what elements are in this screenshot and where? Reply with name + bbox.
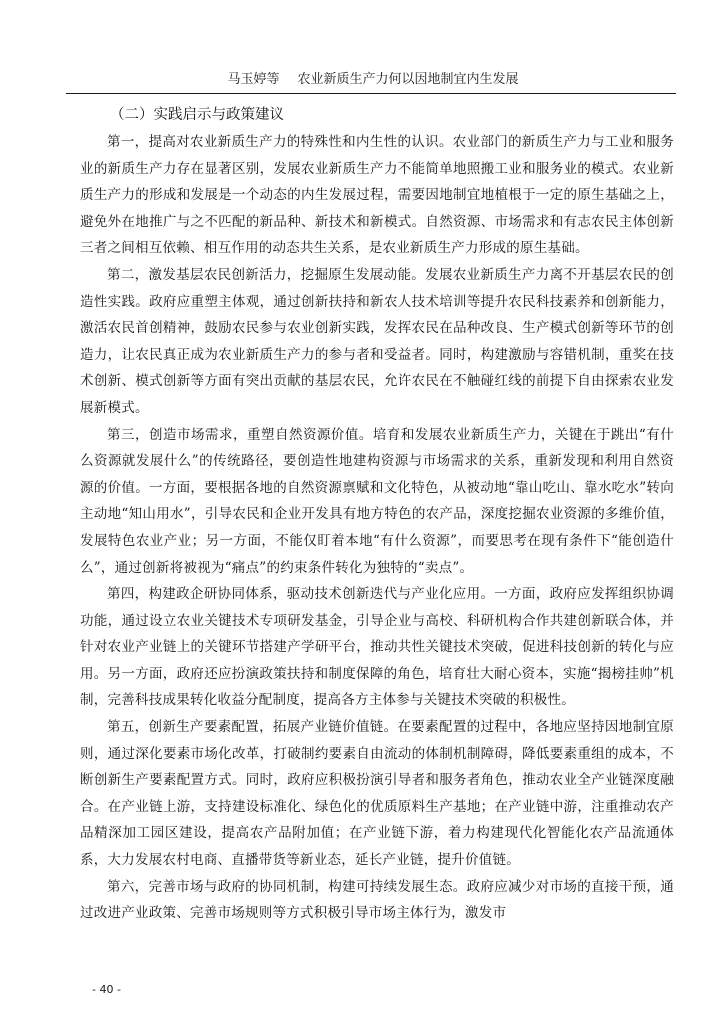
header-authors: 马玉婷等 xyxy=(227,72,280,87)
paragraph-3: 第三，创造市场需求，重塑自然资源价值。培育和发展农业新质生产力，关键在于跳出“有什么资源就发展什么”的传统路径，要创造性地建构资源与市场需求的关系，重新发现和利用自然资源的价值。一方面，要根据各地的自然资源禀赋和文化特色，从被动地“靠山吃山、靠水吃水”转向主动地“知山用水”，引导农民和企业开发具有地方特色的农产品，深度挖掘农业资源的多维价值，发展特色农业产业；另一方面，不能仅盯着本地“有什么资源”，而要思考在现有条件下“能创造什么”，通过创新将被视为“痛点”的约束条件转化为独特的“卖点”。 xyxy=(80,426,674,576)
paragraph-2: 第二，激发基层农民创新活力，挖掘原生发展动能。发展农业新质生产力离不开基层农民的创造性实践。政府应重塑主体观，通过创新扶持和新农人技术培训等提升农民科技素养和创新能力，激活农民首创精神，鼓励农民参与农业创新实践，发挥农民在品种改良、生产模式创新等环节的创造力，让农民真正成为农业新质生产力的参与者和受益者。同时，构建激励与容错机制，重奖在技术创新、模式创新等方面有突出贡献的基层农民，允许农民在不触碰红线的前提下自由探索农业发展新模式。 xyxy=(80,266,674,416)
paragraph-4: 第四，构建政企研协同体系，驱动技术创新迭代与产业化应用。一方面，政府应发挥组织协调功能，通过设立农业关键技术专项研发基金，引导企业与高校、科研机构合作共建创新联合体，并针对农业产业链上的关键环节搭建产学研平台，推动共性关键技术突破，促进科技创新的转化与应用。另一方面，政府还应扮演政策扶持和制度保障的角色，培育壮大耐心资本，实施“揭榜挂帅”机制，完善科技成果转化收益分配制度，提高各方主体参与关键技术突破的积极性。 xyxy=(80,586,674,709)
paragraph-5: 第五，创新生产要素配置，拓展产业链价值链。在要素配置的过程中，各地应坚持因地制宜原则，通过深化要素市场化改革，打破制约要素自由流动的体制机制障碍，降低要素重组的成本，不断创新生产要素配置方式。同时，政府应积极扮演引导者和服务者角色，推动农业全产业链深度融合。在产业链上游，支持建设标准化、绿色化的优质原料生产基地；在产业链中游，注重推动农产品精深加工园区建设，提高农产品附加值；在产业链下游，着力构建现代化智能化农产品流通体系，大力发展农村电商、直播带货等新业态，延长产业链，提升价值链。 xyxy=(80,719,674,869)
article-body xyxy=(80,104,674,927)
running-header xyxy=(70,71,676,89)
section-heading: （二）实践启示与政策建议 xyxy=(110,107,284,123)
paragraph-6: 第六，完善市场与政府的协同机制，构建可持续发展生态。政府应减少对市场的直接干预，通过改进产业政策、完善市场规则等方式积极引导市场主体行为，激发市 xyxy=(80,878,674,922)
header-rule xyxy=(66,93,676,94)
paragraph-1: 第一，提高对农业新质生产力的特殊性和内生性的认识。农业部门的新质生产力与工业和服务业的新质生产力存在显著区别，发展农业新质生产力不能简单地照搬工业和服务业的模式。农业新质生产力的形成和发展是一个动态的内生发展过程，需要因地制宜地植根于一定的原生基础之上，避免外在地推广与之不匹配的新品种、新技术和新模式。自然资源、市场需求和有志农民主体创新三者之间相互依赖、相互作用的动态共生关系，是农业新质生产力形成的原生基础。 xyxy=(80,134,674,257)
header-article-title: 农业新质生产力何以因地制宜内生发展 xyxy=(297,72,519,87)
page-number: - 40 - xyxy=(92,983,121,996)
